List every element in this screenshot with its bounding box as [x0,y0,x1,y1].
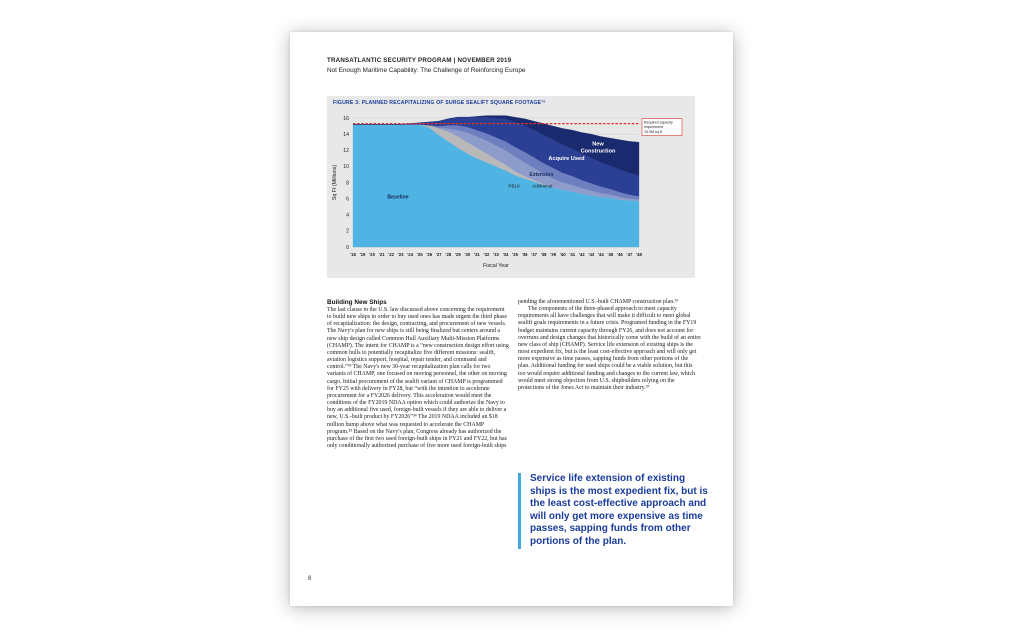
x-tick-label: '22 [388,252,395,257]
right-column [518,299,701,392]
series-label-new-construction: New [592,141,604,148]
y-tick-label: 14 [343,131,349,138]
body-paragraph: pending the aforementioned U.S.-built CHAMP construction plan.³⁶ [518,299,679,305]
x-tick-label: '43 [588,252,595,257]
x-tick-label: '33 [493,252,499,257]
x-tick-label: '19 [359,252,366,257]
section-heading: Building New Ships [327,299,387,306]
report-subtitle: Not Enough Maritime Capability: The Challenge of Reinforcing Europe [327,67,526,74]
x-tick-label: '40 [559,252,566,257]
y-tick-label: 6 [346,196,349,203]
x-tick-label: '32 [483,252,490,257]
figure-3 [327,96,695,278]
x-tick-label: '47 [626,252,633,257]
x-tick-label: '34 [502,252,509,257]
series-label-baseline: Baseline [387,194,409,201]
x-tick-label: '48 [636,252,642,257]
figure-title: FIGURE 3: PLANNED RECAPITALIZING OF SURGE SEALIFT SQUARE FOOTAGE¹⁶ [333,100,546,106]
x-tick-label: '46 [617,252,623,257]
x-tick-label: '35 [512,252,518,257]
y-tick-label: 16 [343,115,349,122]
y-axis-title: Sq Ft (Millions) [332,164,338,201]
x-tick-label: '18 [350,252,356,257]
y-tick-label: 12 [343,148,349,155]
x-tick-label: '21 [378,252,385,257]
x-tick-label: '23 [397,252,404,257]
x-tick-label: '45 [607,252,614,257]
x-tick-label: '39 [550,252,557,257]
page-number: 8 [308,576,312,582]
x-tick-label: '31 [474,252,480,257]
left-column [327,299,509,450]
series-label-acquire-used: Acquire Used [548,155,585,162]
x-tick-label: '26 [426,252,433,257]
x-tick-label: '36 [521,252,528,257]
x-tick-label: '37 [531,252,538,257]
body-paragraph: The last clause in the U.S. law discussed above concerning the requirement to build new ships in order to buy used ones has made urgent the third phase of recapitalization: the design, contracting, and procurement of new vessels. The Navy's plan for new ships is still being finalized but centers around a new ship design called Common Hull Auxiliary Multi-Mission Platforms (CHAMP). The intent for CHAMP is a “new construction design effort using common hulls to potentially recapitalize five different missions: sealift, aviation logistics support, hospital, repair tender, and command and control.”³³ The Navy's new 30-year recapitalization plan calls for two variants of CHAMP, one focused on moving personnel, the other on moving cargo. Initial procurement of the sealift variant of CHAMP is programmed for FY25 with delivery in FY28, but “with the intention to accelerate procurement for a FY2026 delivery. This acceleration would meet the conditions of the FY2019 NDAA option which could authorize the Navy to buy an additional five used, foreign-built vessels if they are able to deliver a new, U.S.-built product by FY2026”³⁴ The 2019 NDAA included an $18 million bump above what was requested to accelerate the CHAMP program.³⁵ Based on the Navy's plan, Congress already has authorized the purchase of the first two used foreign-built ships in FY21 and FY22, but has only conditionally authorized purchase of five more used foreign-built ships [327,307,509,449]
report-header: TRANSATLANTIC SECURITY PROGRAM | NOVEMBER 2019 [327,57,512,64]
y-tick-label: 8 [346,180,349,187]
y-tick-label: 2 [346,228,349,235]
series-label-extension: Extension [529,172,554,179]
document-page [290,32,733,606]
series-label-additional: Additional [532,183,553,189]
x-tick-label: '30 [464,252,471,257]
x-axis-title: Fiscal Year [483,263,509,269]
x-tick-label: '42 [578,252,585,257]
series-label-pb19: PB19 [508,183,520,189]
series-label-new-construction: Construction [580,148,616,155]
x-tick-label: '38 [540,252,547,257]
x-tick-label: '44 [597,252,604,257]
pull-quote: Service life extension of existing ships is the most expedient fix, but is the least cost-effective approach and will only get more expensive as time passes, sapping funds from other portions of the plan. [518,473,708,549]
y-tick-label: 10 [343,164,349,171]
x-tick-label: '27 [435,252,442,257]
x-tick-label: '41 [569,252,576,257]
y-tick-label: 4 [346,212,349,219]
x-tick-label: '25 [416,252,423,257]
x-tick-label: '29 [454,252,461,257]
x-tick-label: '20 [369,252,375,257]
body-paragraph: The components of the three-phased approach to meet capacity requirements all have challenges that will make it difficult to meet global sealift goals requirements in a future crisis. Programed funding in the FY19 budget maintains current capacity through FY26, and does not account for overruns and design changes that historically come with the build of an entire new class of ship (CHAMP). Service life extension of existing ships is the most expedient fix, but is the least cost-effective approach and will only get more expensive as time passes, sapping funds from other portions of the plan. Additional funding for used ships could be a viable solution, but this too would require additional funding and changes to the current law, which would meet strong objection from U.S. shipbuilders relying on the protections of the Jones Act to maintain their industry.³⁷ [518,306,701,391]
requirement-label-line: Required capacity [644,120,673,125]
requirement-label-line: 15.3M sq ft [644,129,662,134]
requirement-label-line: requirement [644,125,664,130]
x-tick-label: '28 [445,252,452,257]
stacked-area-chart [327,96,695,278]
x-tick-label: '24 [407,252,414,257]
y-tick-label: 0 [346,244,349,251]
